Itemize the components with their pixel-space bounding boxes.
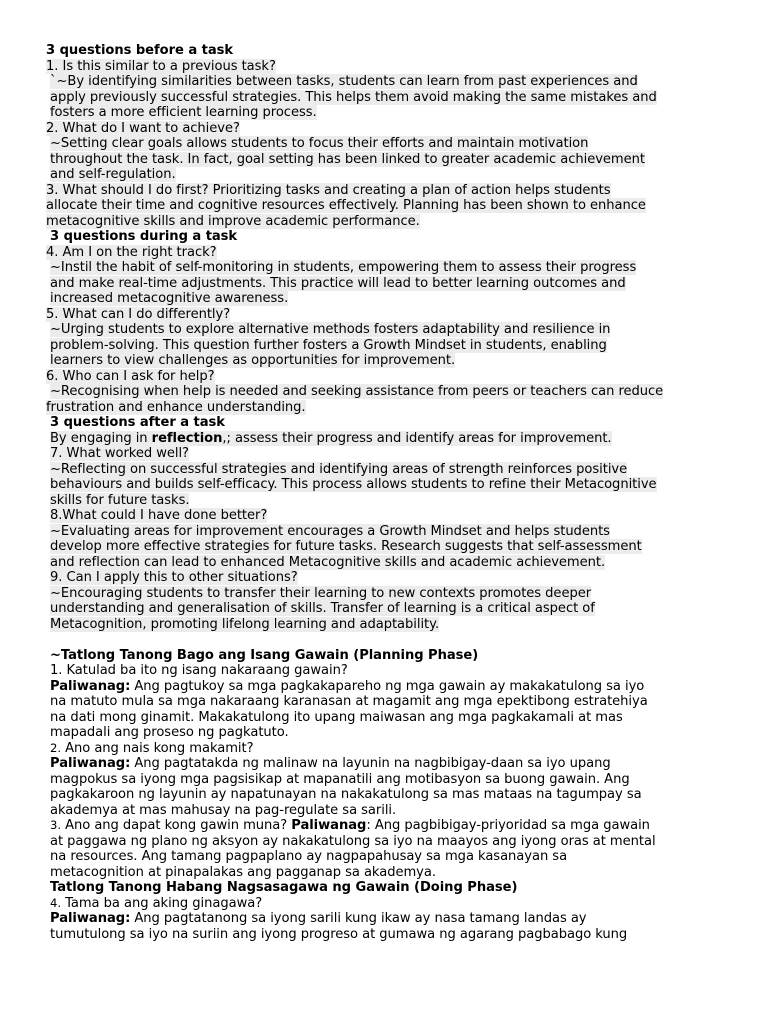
text-line [46, 818, 730, 834]
text-line [46, 260, 730, 276]
line-main-text: 3. What should I do first? Prioritizing tasks and creating a plan of action helps students [46, 182, 611, 198]
text-line [46, 896, 730, 912]
text-line [46, 493, 730, 509]
line-text [46, 214, 420, 229]
line-text [50, 555, 605, 570]
line-main-text: learners to view challenges as opportunities for improvement. [50, 353, 456, 368]
line-text [50, 849, 567, 864]
line-text [50, 74, 638, 89]
line-text [50, 338, 607, 353]
line-main-text: throughout the task. In fact, goal setting has been linked to greater academic achievement [50, 151, 645, 167]
line-text [46, 369, 215, 384]
line-text [50, 663, 348, 678]
line-main-text: na matuto mula sa mga nakaraang karanasan at magamit ang mga epektibong estratehiya [50, 694, 648, 709]
text-line [46, 353, 730, 369]
bold-term: Paliwanag [291, 818, 367, 833]
bold-term: reflection [151, 430, 223, 446]
text-line [46, 446, 730, 462]
text-line [46, 400, 730, 416]
line-text [50, 291, 288, 306]
text-line [46, 291, 730, 307]
line-text [50, 152, 645, 167]
text-line [46, 74, 730, 90]
line-text [50, 694, 648, 709]
line-main-text: mapadali ang proseso ng pagkatuto. [50, 725, 289, 740]
line-text [50, 710, 623, 725]
text-line [46, 834, 730, 850]
line-text [50, 756, 611, 771]
line-main-text: 3 questions after a task [50, 415, 225, 430]
text-line [46, 152, 730, 168]
line-text [50, 911, 587, 926]
line-text [50, 880, 517, 895]
line-text [50, 105, 317, 120]
text-line [46, 555, 730, 571]
line-main-text: ~Instil the habit of self-monitoring in students, empowering them to assess their progress [50, 260, 637, 275]
text-line [46, 369, 730, 385]
text-line [46, 322, 730, 338]
line-text [50, 431, 612, 446]
text-line [46, 927, 730, 943]
line-main-text: 3 questions during a task [50, 229, 238, 244]
text-line [46, 214, 730, 230]
line-continuation: : Ang pagbibigay-priyoridad sa mga gawain [366, 818, 650, 833]
line-main-text: 3 questions before a task [46, 43, 234, 58]
line-text [50, 834, 656, 849]
text-line [46, 849, 730, 865]
line-text [50, 508, 267, 523]
line-text [50, 617, 439, 632]
text-line [46, 617, 730, 633]
line-text [46, 183, 611, 198]
item-number: 4. [50, 895, 61, 910]
text-line [46, 462, 730, 478]
line-text [46, 198, 646, 213]
line-text [46, 307, 230, 322]
line-text [50, 493, 189, 508]
line-main-text: behaviours and builds self-efficacy. This process allows students to refine their Metacognitive [50, 477, 657, 492]
line-text [50, 90, 657, 105]
text-line [46, 725, 730, 741]
line-text [46, 400, 306, 415]
line-text [50, 353, 455, 368]
line-text [50, 570, 298, 585]
bold-term: Paliwanag: [50, 678, 131, 694]
text-line [46, 601, 730, 617]
line-text [50, 725, 289, 740]
line-main-text: develop more effective strategies for future tasks. Research suggests that self-assessment [50, 539, 642, 554]
line-main-text: `~By identifying similarities between tasks, students can learn from past experiences and [50, 74, 638, 89]
line-text [50, 896, 262, 911]
text-line [46, 679, 730, 695]
text-line [46, 90, 730, 106]
line-main-text: ~Tatlong Tanong Bago ang Isang Gawain (Planning Phase) [50, 647, 479, 663]
text-line [46, 198, 730, 214]
line-main-text: 9. Can I apply this to other situations? [50, 570, 298, 585]
line-text [50, 477, 657, 492]
line-text [50, 229, 237, 244]
text-line [46, 167, 730, 183]
line-text [50, 384, 663, 399]
line-continuation: Ang pagtatakda ng malinaw na layunin na nagbibigay-daan sa iyo upang [130, 756, 611, 771]
line-continuation: Ang pagtukoy sa mga pagkakapareho ng mga gawain ay makakatulong sa iyo [130, 678, 645, 694]
line-text [50, 741, 254, 756]
line-text [50, 524, 610, 539]
line-main-text: ~Encouraging students to transfer their learning to new contexts promotes deeper [50, 585, 592, 601]
text-line [46, 59, 730, 75]
text-line [46, 338, 730, 354]
item-number: 3. [50, 818, 61, 832]
line-text [50, 322, 610, 337]
text-line [46, 431, 730, 447]
line-main-text: pagkakaroon ng layunin ay napatunayan na nakakatulong sa mas mataas na tagumpay sa [50, 787, 642, 802]
line-main-text: ~Urging students to explore alternative methods fosters adaptability and resilience in [50, 322, 611, 337]
text-line [46, 911, 730, 927]
line-main-text: magpokus sa iyong mga pagsisikap at mapanatili ang motibasyon sa buong gawain. Ang [50, 771, 630, 787]
line-text [50, 927, 627, 942]
line-main-text: Tama ba ang aking ginagawa? [65, 895, 263, 911]
section-heading [46, 648, 730, 664]
line-main-text: metacognitive skills and improve academic performance. [46, 213, 420, 229]
text-line [46, 570, 730, 586]
line-main-text: and self-regulation. [50, 167, 176, 182]
line-text [50, 803, 396, 818]
line-text [50, 679, 644, 694]
text-line [46, 539, 730, 555]
line-main-text: ~Setting clear goals allows students to focus their efforts and maintain motivation [50, 136, 589, 151]
line-main-text: and reflection can lead to enhanced Metacognitive skills and academic achievement. [50, 554, 606, 570]
text-line [46, 787, 730, 803]
line-main-text: at paggawa ng plano ng aksyon ay nakakatulong sa iyo na maayos ang iyong oras at mental [50, 833, 656, 849]
line-text [50, 787, 642, 802]
line-continuation: Ang pagtatanong sa iyong sarili kung ikaw ay nasa tamang landas ay [130, 911, 587, 926]
text-line [46, 183, 730, 199]
line-main-text: Metacognition, promoting lifelong learning and adaptability. [50, 616, 440, 632]
line-text [50, 446, 189, 461]
line-text [50, 462, 627, 477]
text-line [46, 803, 730, 819]
line-text [50, 539, 642, 554]
text-line [46, 663, 730, 679]
text-line [46, 756, 730, 772]
text-line [46, 508, 730, 524]
line-main-text: apply previously successful strategies. This helps them avoid making the same mistakes and [50, 89, 657, 105]
text-line [46, 865, 730, 881]
text-line [46, 586, 730, 602]
line-main-text: 4. Am I on the right track? [46, 244, 217, 260]
line-main-text: akademya at mas mahusay na pag-regulate sa sarili. [50, 802, 397, 818]
text-line [46, 136, 730, 152]
line-main-text: 2. What do I want to achieve? [46, 120, 240, 136]
line-main-text: skills for future tasks. [50, 492, 190, 508]
text-line [46, 524, 730, 540]
line-main-text: and make real-time adjustments. This practice will lead to better learning outcomes and [50, 275, 626, 291]
text-line [46, 741, 730, 757]
line-text [46, 59, 276, 74]
document-body [46, 43, 730, 942]
blank-line [46, 632, 730, 648]
line-main-text: frustration and enhance understanding. [46, 399, 306, 415]
line-text [50, 648, 478, 663]
section-heading [46, 415, 730, 431]
line-main-text: tumutulong sa iyo na suriin ang iyong progreso at gumawa ng agarang pagbabago kung [50, 926, 628, 942]
line-text [50, 865, 436, 880]
line-text [50, 167, 176, 182]
line-main-text: 8.What could I have done better? [50, 508, 268, 523]
text-line [46, 772, 730, 788]
line-text [46, 245, 217, 260]
line-main-text: Ano ang nais kong makamit? [65, 740, 254, 756]
line-main-text: ~Evaluating areas for improvement encourages a Growth Mindset and helps students [50, 523, 610, 539]
line-main-text: By engaging in [50, 430, 152, 446]
line-text [50, 772, 630, 787]
item-number: 2. [50, 740, 61, 755]
section-heading [46, 229, 730, 245]
bold-term: Paliwanag: [50, 911, 131, 926]
line-text [50, 276, 626, 291]
line-text [50, 586, 591, 601]
line-main-text: increased metacognitive awareness. [50, 291, 289, 306]
line-main-text: ~Reflecting on successful strategies and identifying areas of strength reinforces positive [50, 461, 628, 477]
line-main-text: 7. What worked well? [50, 446, 189, 461]
line-main-text: ~Recognising when help is needed and seeking assistance from peers or teachers can reduce [50, 384, 664, 399]
line-main-text: understanding and generalisation of skills. Transfer of learning is a critical aspect of [50, 601, 595, 616]
line-main-text: problem-solving. This question further fosters a Growth Mindset in students, enabling [50, 337, 607, 353]
line-main-text: allocate their time and cognitive resources effectively. Planning has been shown to enhance [46, 198, 646, 213]
line-main-text: na dati mong ginamit. Makakatulong ito upang maiwasan ang mga pagkakamali at mas [50, 709, 623, 725]
text-line [46, 121, 730, 137]
text-line [46, 276, 730, 292]
text-line [46, 245, 730, 261]
line-main-text: fosters a more efficient learning process. [50, 105, 317, 120]
line-text [50, 136, 588, 151]
text-line [46, 105, 730, 121]
text-line [46, 710, 730, 726]
line-text [50, 818, 650, 833]
line-main-text: metacognition at pinapalakas ang pagganap sa akademya. [50, 864, 436, 880]
section-heading [46, 43, 730, 59]
line-main-text: na resources. Ang tamang pagpaplano ay nagpapahusay sa mga kasanayan sa [50, 849, 568, 864]
text-line [46, 477, 730, 493]
bold-term: Paliwanag: [50, 756, 131, 771]
section-heading [46, 880, 730, 896]
line-text [50, 260, 636, 275]
line-main-text: 1. Katulad ba ito ng isang nakaraang gawain? [50, 663, 348, 678]
line-main-text: Tatlong Tanong Habang Nagsasagawa ng Gawain (Doing Phase) [50, 880, 518, 895]
line-main-text: Ano ang dapat kong gawin muna? [65, 818, 292, 833]
text-line [46, 307, 730, 323]
line-text [46, 43, 233, 58]
line-main-text: 5. What can I do differently? [46, 306, 231, 322]
line-text [50, 415, 225, 430]
line-main-text: 6. Who can I ask for help? [46, 368, 215, 384]
line-text [46, 121, 240, 136]
line-continuation: ,; assess their progress and identify areas for improvement. [222, 430, 612, 446]
line-text [50, 601, 595, 616]
line-main-text: 1. Is this similar to a previous task? [46, 58, 276, 74]
text-line [46, 384, 730, 400]
text-line [46, 694, 730, 710]
